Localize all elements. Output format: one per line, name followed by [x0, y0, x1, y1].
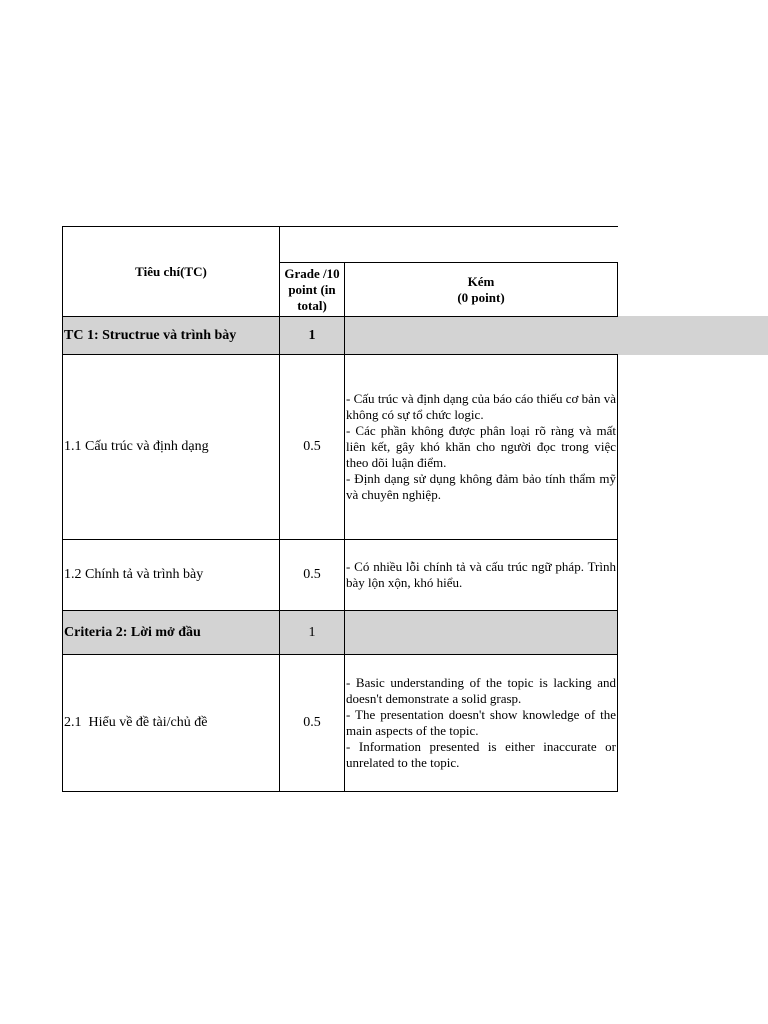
description-line: - Có nhiều lỗi chính tả và cấu trúc ngữ pháp. Trình bày lộn xộn, khó hiểu.: [346, 559, 616, 590]
sub-criteria-description: [345, 355, 617, 539]
header-grade-line: Grade /10: [284, 265, 340, 281]
description-line: - Information presented is either inaccurate or unrelated to the topic.: [346, 739, 616, 770]
header-criteria-label: Tiêu chí(TC): [135, 263, 207, 279]
sub-criteria-grade: 0.5: [303, 439, 321, 454]
header-grade-line: point (in: [288, 281, 336, 297]
header-level-points: (0 point): [457, 289, 505, 305]
criteria-name: Criteria 2: Lời mở đầu: [64, 624, 201, 640]
sub-criteria-name: 2.1 Hiểu về đề tài/chủ đề: [64, 715, 208, 730]
criteria-grade: 1: [308, 624, 316, 640]
description-line: - Basic understanding of the topic is lacking and doesn't demonstrate a solid grasp.: [346, 675, 616, 706]
header-grade: [280, 263, 344, 316]
grid-line: [617, 354, 618, 792]
description-line: - Các phần không được phân loại rõ ràng và mất liên kết, gây khó khăn cho người đọc trong việc theo dõi luận điểm.: [346, 423, 616, 470]
sub-criteria-name: 1.2 Chính tả và trình bày: [64, 567, 204, 582]
header-grade-line: total): [297, 297, 327, 313]
criteria-name: TC 1: Structrue và trình bày: [64, 327, 237, 343]
description-line: - Cấu trúc và định dạng của báo cáo thiếu cơ bản và không có sự tổ chức logic.: [346, 391, 616, 422]
grid-line: [62, 791, 618, 792]
sub-criteria-grade: 0.5: [303, 567, 321, 582]
sub-criteria-name: 1.1 Cấu trúc và định dạng: [64, 439, 209, 454]
grid-line: [617, 262, 618, 316]
sub-criteria-grade: 0.5: [303, 715, 321, 730]
header-level-label: Kém: [467, 273, 495, 289]
sub-criteria-description: [345, 655, 617, 791]
description-line: - Định dạng sử dụng không đảm bảo tính thẩm mỹ và chuyên nghiệp.: [346, 471, 616, 502]
header-level-kem: [345, 263, 617, 316]
criteria-grade: 1: [308, 327, 316, 343]
header-criteria: [63, 227, 279, 316]
sub-criteria-description: [345, 540, 617, 610]
description-line: - The presentation doesn't show knowledge of the main aspects of the topic.: [346, 707, 616, 738]
